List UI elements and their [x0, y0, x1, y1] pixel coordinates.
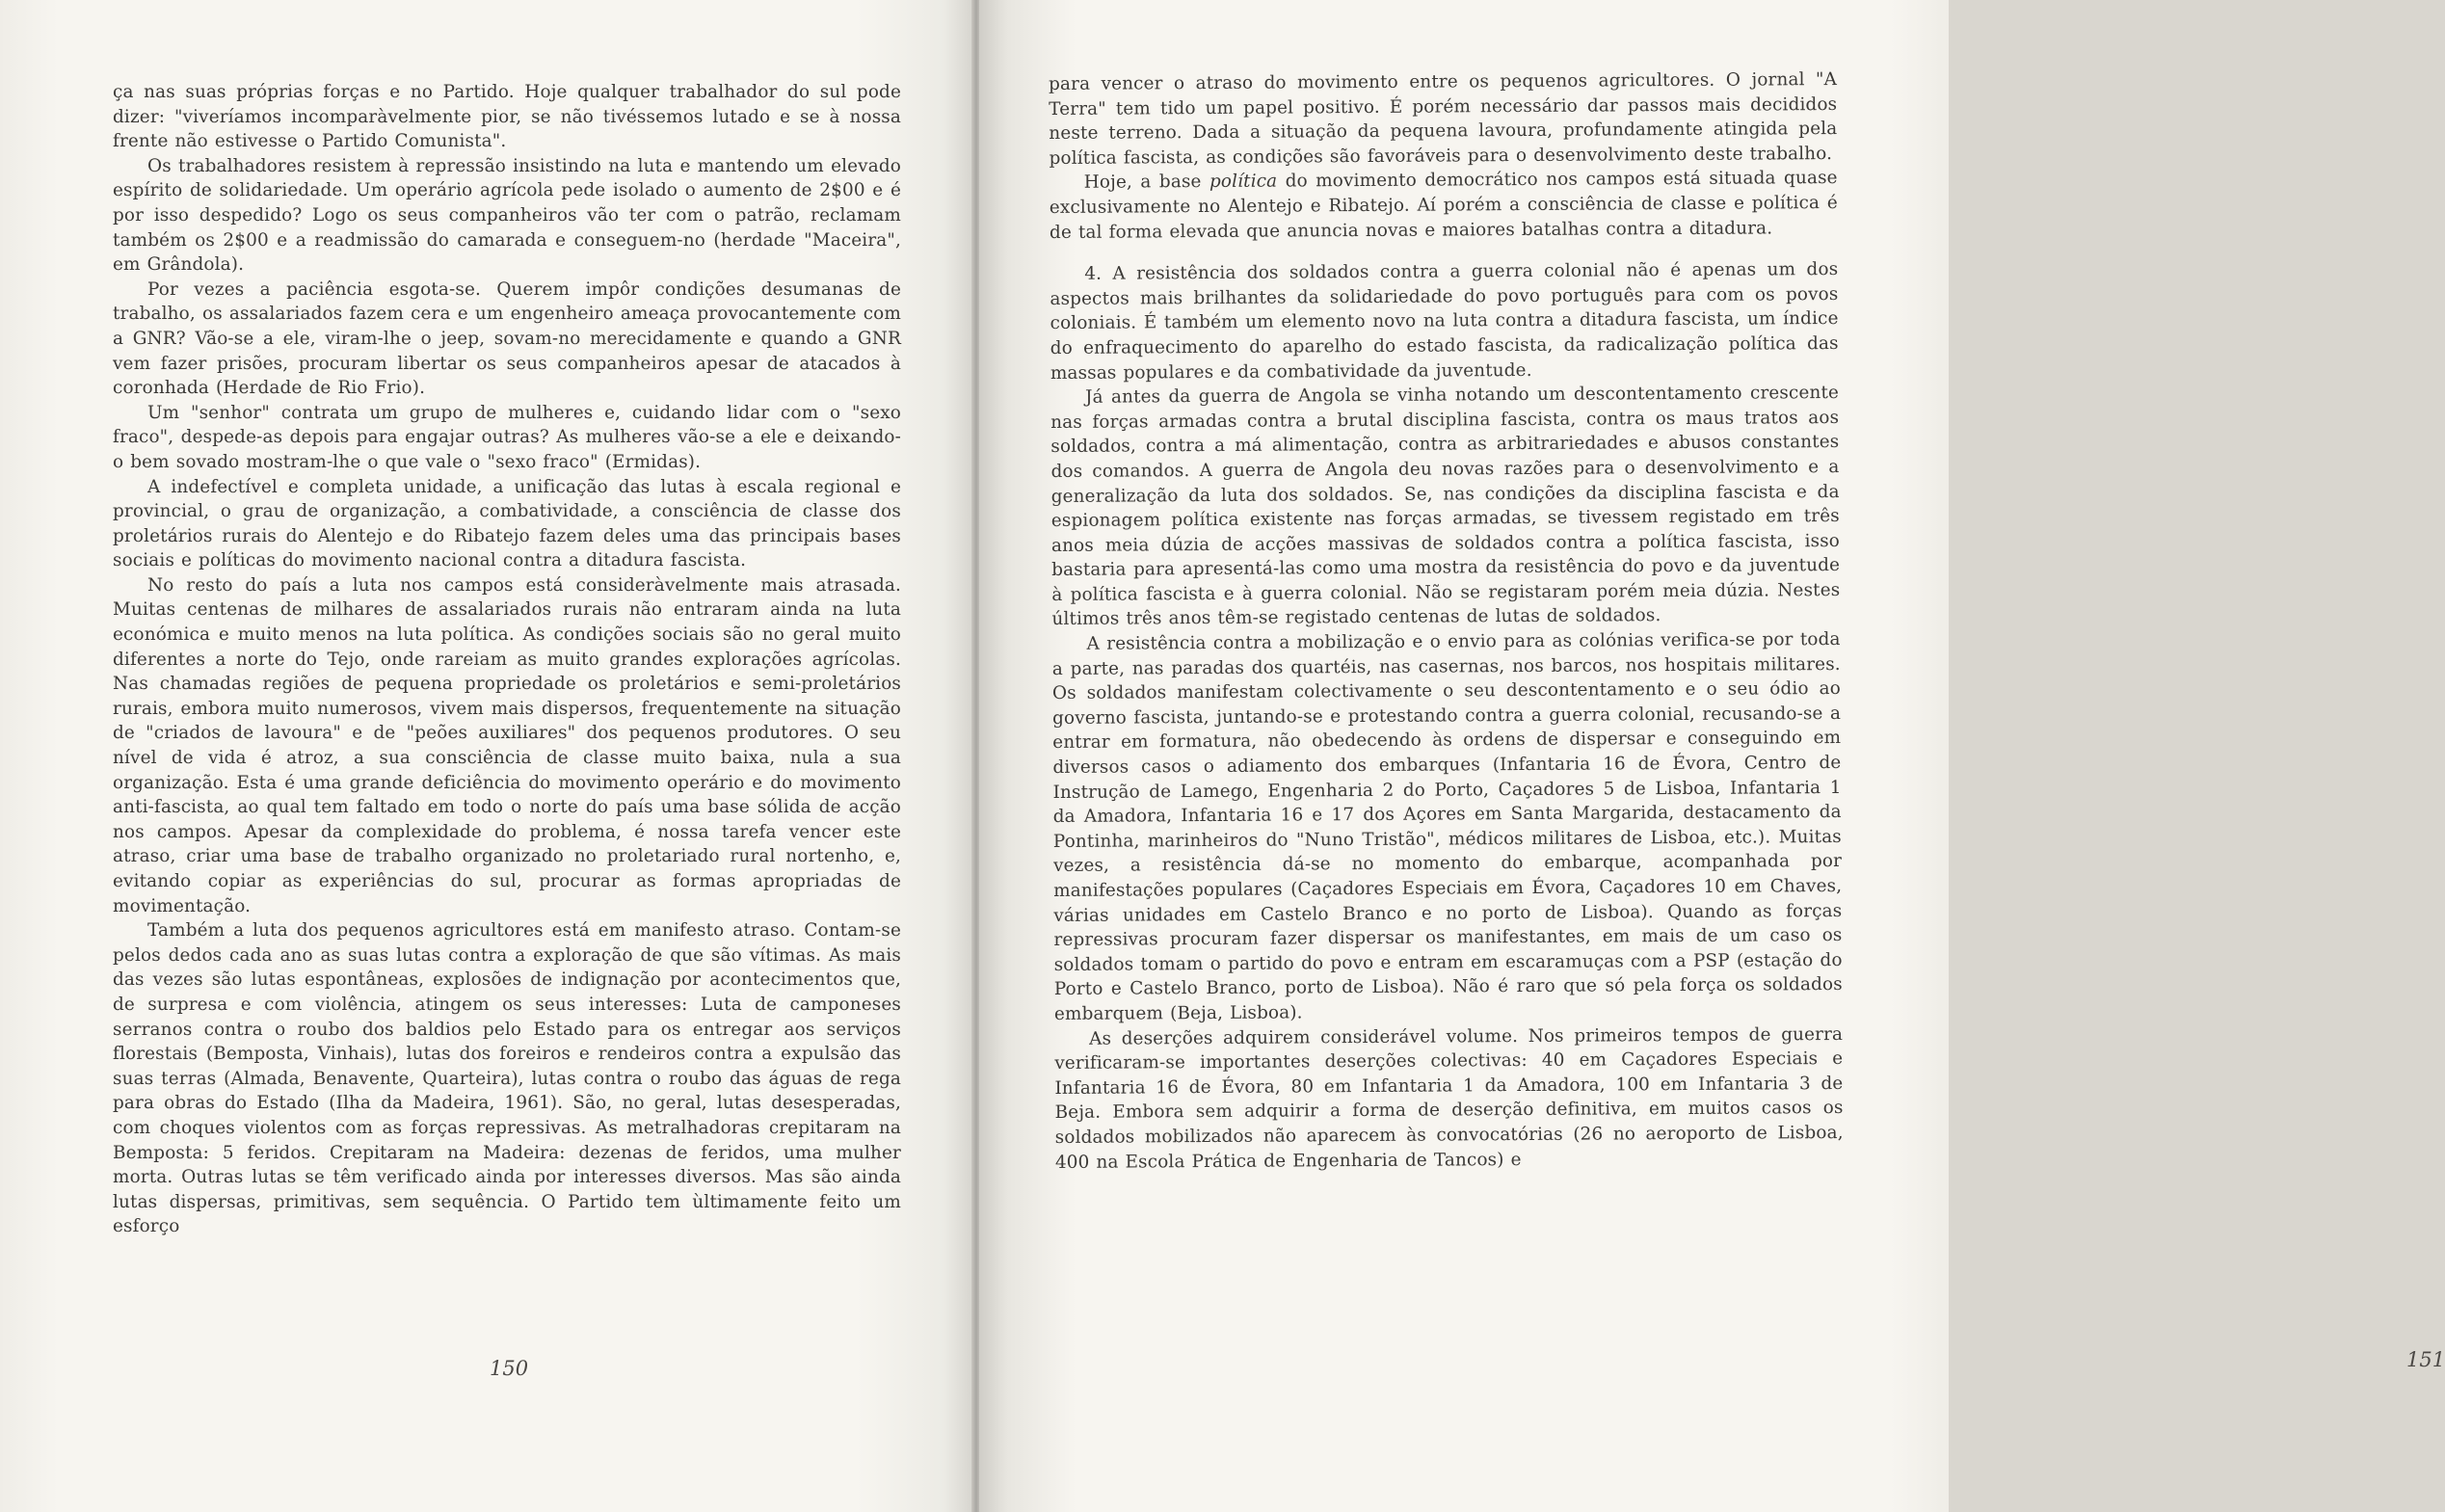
left-paragraph-7: Também a luta dos pequenos agricultores está em manifesto atraso. Contam-se pelos dedos cada ano as suas lutas contra a exploração de que são vítimas. As mais das vezes são lutas espontâneas, explosões de indignação por acontecimentos que, de surpresa e com violência, atingem os seus interesses: Luta de camponeses serranos contra o roubo dos baldios pelo Estado para os entregar aos serviços florestais (Bemposta, Vinhais), lutas dos foreiros e rendeiros contra a expulsão das suas terras (Almada, Benavente, Quarteira), lutas contra o roubo das águas de rega para obras do Estado (Ilha da Madeira, 1961). São, no geral, lutas desesperadas, com choques violentos com as forças repressivas. As metralhadoras crepitaram na Bemposta: 5 feridos. Crepitaram na Madeira: dezenas de feridos, uma mulher morta. Outras lutas se têm verificado ainda por interesses diversos. Mas são ainda lutas dispersas, primitivas, sem sequência. O Partido tem ùltimamente feito um esforço	[113, 920, 901, 1237]
right-page-body	[1049, 67, 1844, 1175]
right-paragraph-5: A resistência contra a mobilização e o envio para as colónias verifica-se por toda a parte, nas paradas dos quartéis, nas casernas, nos barcos, nos hospitais militares. Os soldados manifestam colectivamente o seu descontentamento e o seu ódio ao governo fascista, juntando-se e protestando contra a guerra colonial, recusando-se a entrar em formatura, não obedecendo às ordens de dispersar e conseguindo em diversos casos o adiamento dos embarques (Infantaria 16 de Évora, Centro de Instrução de Lamego, Engenharia 2 do Porto, Caçadores 5 de Lisboa, Infantaria 1 da Amadora, Infantaria 16 e 17 dos Açores em Santa Margarida, destacamento da Pontinha, marinheiros do "Nuno Tristão", médicos militares de Lisboa, etc.). Muitas vezes, a resistência dá-se no momento do embarque, acompanhada por manifestações populares (Caçadores Especiais em Évora, Caçadores 10 em Chaves, várias unidades em Castelo Branco e no porto de Lisboa). Quando as forças repressivas procuram fazer dispersar os manifestantes, em mais de um caso os soldados tomam o partido do povo e entram em escaramuças com a PSP (estação do Porto e Castelo Branco, porto de Lisboa). Não é raro que só pela força os soldados embarquem (Beja, Lisboa).	[1051, 629, 1843, 1024]
left-paragraph-6: No resto do país a luta nos campos está consideràvelmente mais atrasada. Muitas centenas de milhares de assalariados rurais não entraram ainda na luta económica e muito menos na luta política. As condições sociais são no geral muito diferentes a norte do Tejo, onde rareiam as muito grandes explorações agrícolas. Nas chamadas regiões de pequena propriedade os proletários e semi-proletários rurais, embora muito numerosos, vivem mais dispersos, frequentemente na situação de "criados de lavoura" e de "peões auxiliares" dos pequenos produtores. O seu nível de vida é atroz, a sua consciência de classe muito baixa, nula a sua organização. Esta é uma grande deficiência do movimento operário e do movimento anti-fascista, ao qual tem faltado em todo o norte do país uma base sólida de acção nos campos. Apesar da complexidade do problema, é nossa tarefa vencer este atraso, criar uma base de trabalho organizado no proletariado rural nortenho, e, evitando copiar as experiências do sul, procurar as formas apropriadas de movimentação.	[113, 574, 901, 916]
left-page	[0, 0, 973, 1512]
left-paragraph-1: ça nas suas próprias forças e no Partido. Hoje qualquer trabalhador do sul pode dizer: "viveríamos incomparàvelmente pior, se não tivéssemos lutado e se à nossa frente não estivesse o Partido Comunista".	[113, 82, 901, 152]
left-paragraph-3: Por vezes a paciência esgota-se. Querem impôr condições desumanas de trabalho, os assalariados fazem cera e um engenheiro ameaça provocantemente com a GNR? Vão-se a ele, viram-lhe o jeep, sovam-no merecidamente e quando a GNR vem fazer prisões, procuram libertar os seus companheiros apesar de atacados à coronhada (Herdade de Rio Frio).	[113, 279, 901, 399]
right-paragraph-6: As deserções adquirem considerável volume. Nos primeiros tempos de guerra verificaram-se importantes deserções colectivas: 40 em Caçadores Especiais e Infantaria 16 de Évora, 80 em Infantaria 1 da Amadora, 100 em Infantaria 3 de Beja. Embora sem adquirir a forma de deserção definitiva, em muitos casos os soldados mobilizados não aparecem às convocatórias (26 no aeroporto de Lisboa, 400 na Escola Prática de Engenharia de Tancos) e	[1054, 1023, 1844, 1173]
left-page-body	[113, 80, 901, 1239]
right-paragraph-2-start: Hoje, a base	[1083, 172, 1209, 194]
right-paragraph-2-end: do movimento democrático nos campos está situada quase exclusivamente no Alentejo e Ribatejo. Aí porém a consciência de classe e política é de tal forma elevada que anuncia novas e maiores batalhas contra a ditadura.	[1049, 168, 1838, 243]
right-paragraph-2-emphasis: política	[1209, 171, 1278, 193]
right-page-number: 151	[2406, 1348, 2445, 1371]
left-paragraph-4: Um "senhor" contrata um grupo de mulheres e, cuidando lidar com o "sexo fraco", despede-as depois para engajar outras? As mulheres vão-se a ele e deixando-o bem sovado mostram-lhe o que vale o "sexo fraco" (Ermidas).	[113, 402, 901, 472]
left-page-number: 150	[490, 1357, 529, 1380]
left-paragraph-5: A indefectível e completa unidade, a unificação das lutas à escala regional e provincial, o grau de organização, a combatividade, a consciência de classe dos proletários rurais do Alentejo e do Ribatejo fazem deles uma das principais bases sociais e políticas do movimento nacional contra a ditadura fascista.	[113, 476, 901, 571]
right-paragraph-3: 4. A resistência dos soldados contra a guerra colonial não é apenas um dos aspectos mais brilhantes da solidariedade do povo português para com os povos coloniais. É também um elemento novo na luta contra a ditadura fascista, um índice do enfraquecimento do aparelho do estado fascista, da radicalização política das massas populares e da combatividade da juventude.	[1050, 259, 1839, 384]
right-paragraph-2	[1050, 166, 1838, 245]
right-paragraph-1: para vencer o atraso do movimento entre os pequenos agricultores. O jornal "A Terra" tem tido um papel positivo. É porém necessário dar passos mais decididos neste terreno. Dada a situação da pequena lavoura, profundamente atingida pela política fascista, as condições são favoráveis para o desenvolvimento deste trabalho.	[1049, 69, 1838, 169]
right-paragraph-4: Já antes da guerra de Angola se vinha notando um descontentamento crescente nas forças armadas contra a brutal disciplina fascista, contra os maus tratos aos soldados, contra a má alimentação, contra as arbitrariedades e abusos constantes dos comandos. A guerra de Angola deu novas razões para o desenvolvimento e a generalização da luta dos soldados. Se, nas condições da disciplina fascista e da espionagem política existente nas forças armadas, se tivessem registado em três anos meia dúzia de acções massivas de soldados contra a política fascista, isso bastaria para apresentá-las como uma mostra da resistência do povo e da juventude à política fascista e à guerra colonial. Não se registaram porém meia dúzia. Nestes últimos três anos têm-se registado centenas de lutas de soldados.	[1050, 383, 1841, 630]
left-paragraph-2: Os trabalhadores resistem à repressão insistindo na luta e mantendo um elevado espírito de solidariedade. Um operário agrícola pede isolado o aumento de 2$00 e é por isso despedido? Logo os seus companheiros vão ter com o patrão, reclamam também os 2$00 e a readmissão do camarada e conseguem-no (herdade "Maceira", em Grândola).	[113, 155, 901, 276]
